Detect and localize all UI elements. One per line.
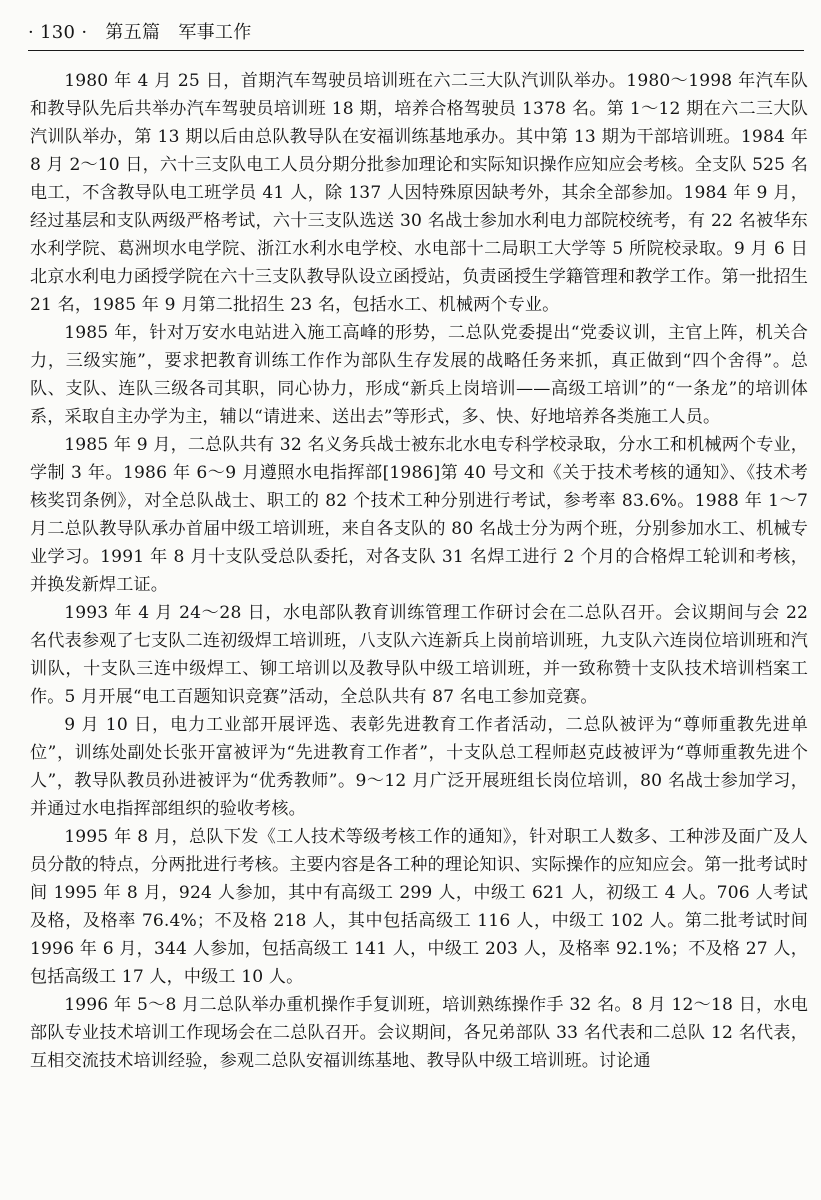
- header-line: [28, 18, 264, 44]
- header-rule: [28, 50, 804, 51]
- running-header: [28, 14, 804, 54]
- paragraph: 9 月 10 日，电力工业部开展评选、表彰先进教育工作者活动，二总队被评为“尊师重教先进单位”，训练处副处长张开富被评为“先进教育工作者”，十支队总工程师赵克歧被评为“尊师重教先进个人”，教导队教员孙进被评为“优秀教师”。9～12 月广泛开展班组长岗位培训，80 名战士参加学习，并通过水电指挥部组织的验收考核。: [30, 715, 808, 819]
- part-title: 第五篇: [105, 22, 161, 43]
- paragraph: 1980 年 4 月 25 日，首期汽车驾驶员培训班在六二三大队汽训队举办。1980～1998 年汽车队和教导队先后共举办汽车驾驶员培训班 18 期，培养合格驾驶员 1378 名。第 1～12 期在六二三大队汽训队举办，第 13 期以后由总队教导队在安福训练基地承办。其中第 13 期为干部培训班。1984 年 8 月 2～10 日，六十三支队电工人员分期分批参加理论和实际知识操作应知应会考核。全支队 525 名电工，不含教导队电工班学员 41 人，除 137 人因特殊原因缺考外，其余全部参加。1984 年 9 月，经过基层和支队两级严格考试，六十三支队选送 30 名战士参加水利电力部院校统考，有 22 名被华东水利学院、葛洲坝水电学院、浙江水利水电学校、水电部十二局职工大学等 5 所院校录取。9 月 6 日北京水利电力函授学院在六十三支队教导队设立函授站，负责函授生学籍管理和教学工作。第一批招生 21 名，1985 年 9 月第二批招生 23 名，包括水工、机械两个专业。: [30, 71, 809, 315]
- body-text: [30, 67, 808, 1075]
- paragraph: 1985 年，针对万安水电站进入施工高峰的形势，二总队党委提出“党委议训，主官上阵，机关合力，三级实施”，要求把教育训练工作作为部队生存发展的战略任务来抓，真正做到“四个舍得”。总队、支队、连队三级各司其职，同心协力，形成“新兵上岗培训——高级工培训”的“一条龙”的培训体系，采取自主办学为主，辅以“请进来、送出去”等形式，多、快、好地培养各类施工人员。: [30, 323, 808, 427]
- page-number: · 130 ·: [28, 22, 88, 43]
- paragraph: 1995 年 8 月，总队下发《工人技术等级考核工作的通知》，针对职工人数多、工种涉及面广及人员分散的特点，分两批进行考核。主要内容是各工种的理论知识、实际操作的应知应会。第一批考试时间 1995 年 8 月，924 人参加，其中有高级工 299 人，中级工 621 人，初级工 4 人。706 人考试及格，及格率 76.4%；不及格 218 人，其中包括高级工 116 人，中级工 102 人。第二批考试时间 1996 年 6 月，344 人参加，包括高级工 141 人，中级工 203 人，及格率 92.1%；不及格 27 人，包括高级工 17 人，中级工 10 人。: [30, 827, 808, 987]
- section-title: 军事工作: [178, 22, 252, 43]
- paragraph: 1993 年 4 月 24～28 日，水电部队教育训练管理工作研讨会在二总队召开。会议期间与会 22 名代表参观了七支队二连初级焊工培训班，八支队六连新兵上岗前培训班，九支队六连岗位培训班和汽训队，十支队三连中级焊工、铆工培训以及教导队中级工培训班，并一致称赞十支队技术培训档案工作。5 月开展“电工百题知识竞赛”活动，全总队共有 87 名电工参加竞赛。: [30, 603, 808, 707]
- paragraph: 1985 年 9 月，二总队共有 32 名义务兵战士被东北水电专科学校录取，分水工和机械两个专业，学制 3 年。1986 年 6～9 月遵照水电指挥部[1986]第 40 号文和《关于技术考核的通知》、《技术考核奖罚条例》，对全总队战士、职工的 82 个技术工种分别进行考试，参考率 83.6%。1988 年 1～7 月二总队教导队承办首届中级工培训班，来自各支队的 80 名战士分为两个班，分别参加水工、机械专业学习。1991 年 8 月十支队受总队委托，对各支队 31 名焊工进行 2 个月的合格焊工轮训和考核，并换发新焊工证。: [30, 435, 808, 595]
- paragraph: 1996 年 5～8 月二总队举办重机操作手复训班，培训熟练操作手 32 名。8 月 12～18 日，水电部队专业技术培训工作现场会在二总队召开。会议期间，各兄弟部队 33 名代表和二总队 12 名代表，互相交流技术培训经验，参观二总队安福训练基地、教导队中级工培训班。讨论通: [30, 995, 808, 1071]
